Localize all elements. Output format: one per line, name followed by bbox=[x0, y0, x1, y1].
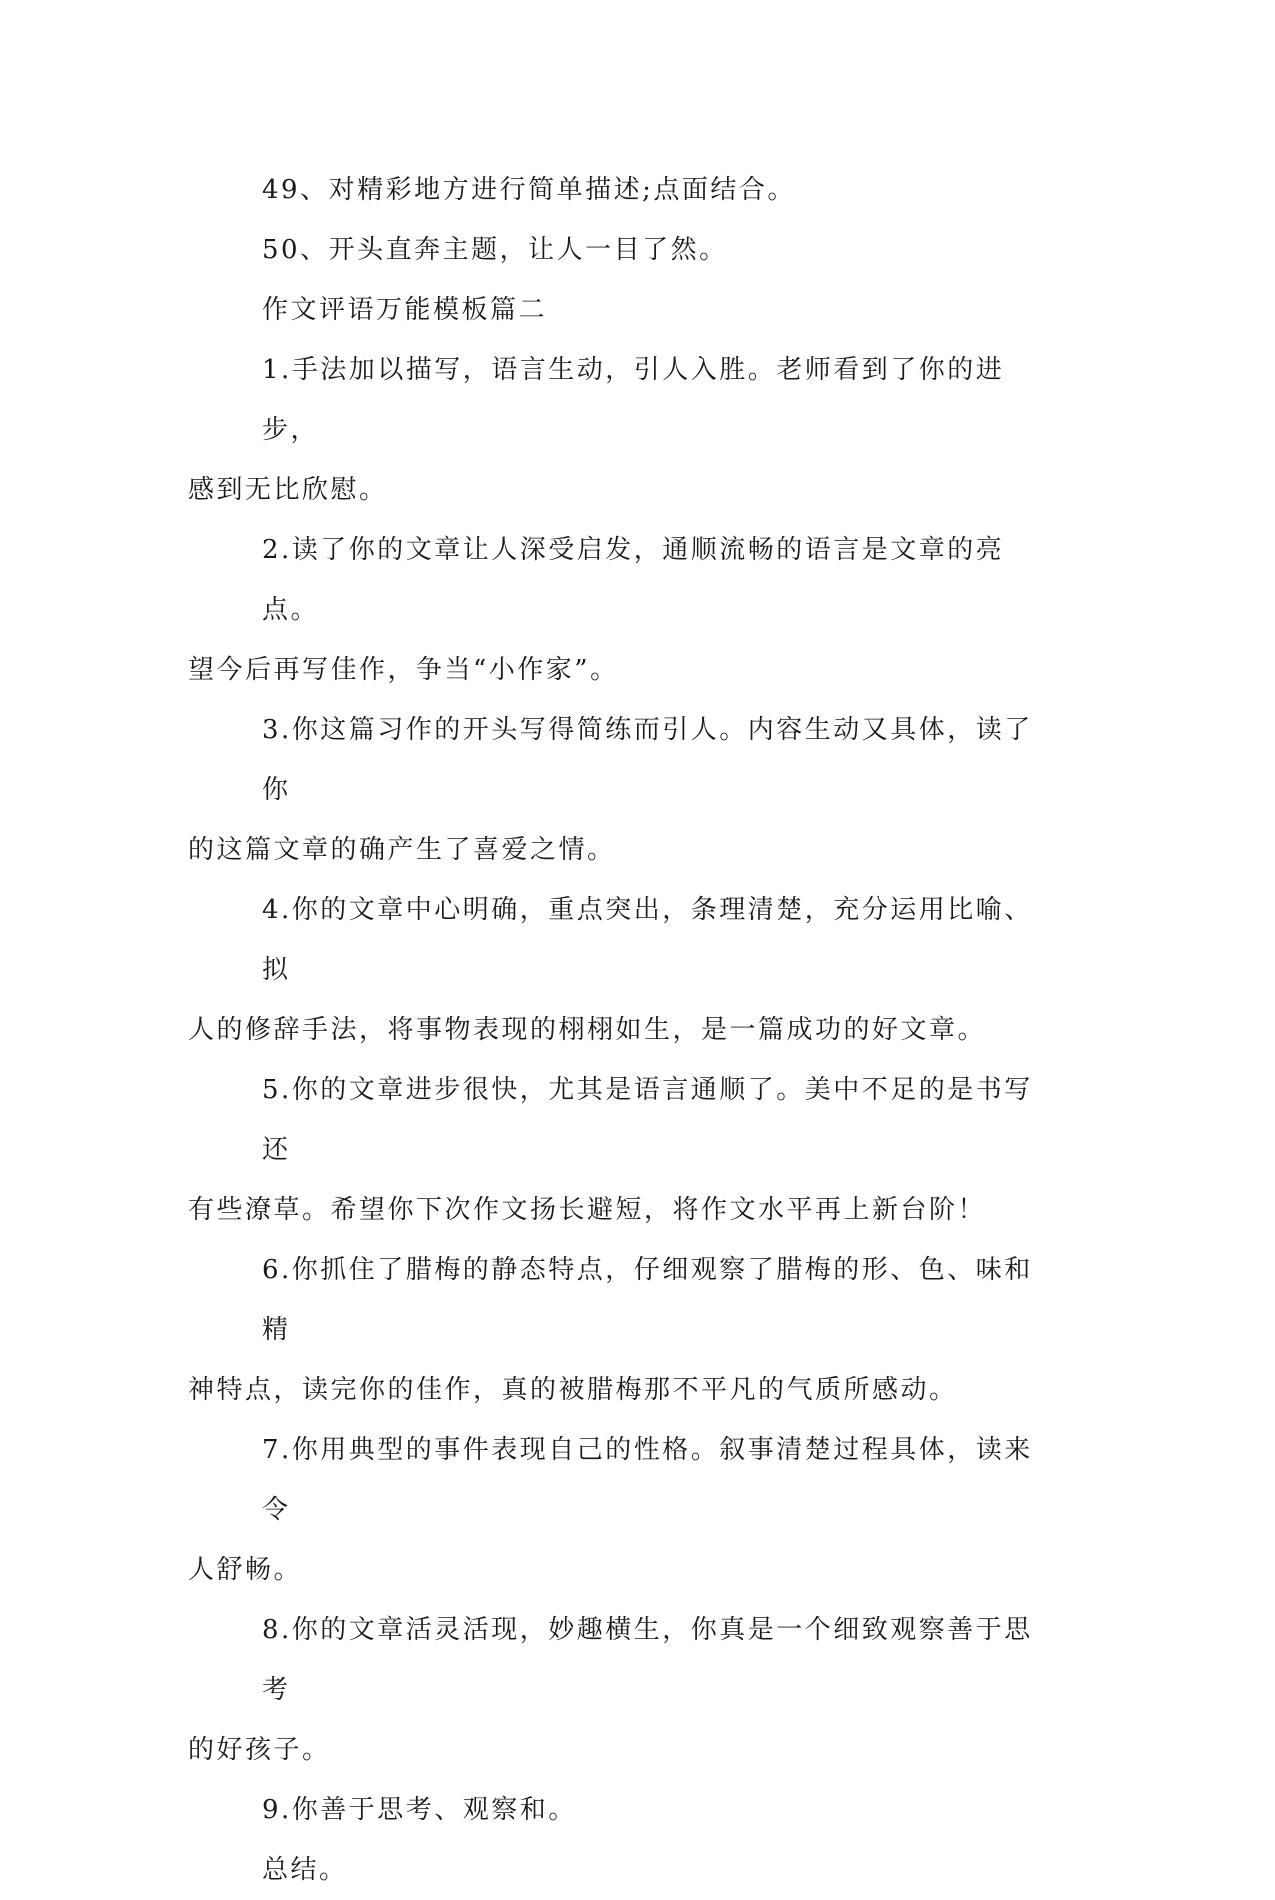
item-6-line-2: 神特点，读完你的佳作，真的被腊梅那不平凡的气质所感动。 bbox=[188, 1375, 958, 1405]
item-7-line-1: 7.你用典型的事件表现自己的性格。叙事清楚过程具体，读来令 bbox=[262, 1435, 1033, 1525]
item-3-line-2: 的这篇文章的确产生了喜爱之情。 bbox=[188, 835, 616, 865]
item-8-line-1: 8.你的文章活灵活现，妙趣横生，你真是一个细致观察善于思考 bbox=[262, 1615, 1033, 1705]
item-7-line-2: 人舒畅。 bbox=[188, 1555, 303, 1585]
item-1-line-1: 1.手法加以描写，语言生动，引人入胜。老师看到了你的进步， bbox=[262, 355, 1005, 445]
item-2-line-1: 2.读了你的文章让人深受启发，通顺流畅的语言是文章的亮点。 bbox=[262, 535, 1005, 625]
document-body bbox=[188, 160, 1048, 1900]
item-6-line-1: 6.你抓住了腊梅的静态特点，仔细观察了腊梅的形、色、味和精 bbox=[262, 1255, 1033, 1345]
item-5-line-2: 有些潦草。希望你下次作文扬长避短，将作文水平再上新台阶！ bbox=[188, 1195, 987, 1225]
section-heading: 作文评语万能模板篇二 bbox=[262, 295, 548, 325]
summary-line: 总结。 bbox=[262, 1855, 348, 1885]
item-3-line-1: 3.你这篇习作的开头写得简练而引人。内容生动又具体，读了你 bbox=[262, 715, 1033, 805]
item-2-line-2: 望今后再写佳作，争当“小作家”。 bbox=[188, 655, 619, 685]
item-1-line-2: 感到无比欣慰。 bbox=[188, 475, 388, 505]
item-4-line-2: 人的修辞手法，将事物表现的栩栩如生，是一篇成功的好文章。 bbox=[188, 1015, 987, 1045]
item-4-line-1: 4.你的文章中心明确，重点突出，条理清楚，充分运用比喻、拟 bbox=[262, 895, 1033, 985]
item-5-line-1: 5.你的文章进步很快，尤其是语言通顺了。美中不足的是书写还 bbox=[262, 1075, 1033, 1165]
item-8-line-2: 的好孩子。 bbox=[188, 1735, 331, 1765]
item-9: 9.你善于思考、观察和。 bbox=[262, 1795, 577, 1825]
item-50: 50、开头直奔主题，让人一目了然。 bbox=[262, 235, 728, 265]
item-49: 49、对精彩地方进行简单描述;点面结合。 bbox=[262, 175, 796, 205]
